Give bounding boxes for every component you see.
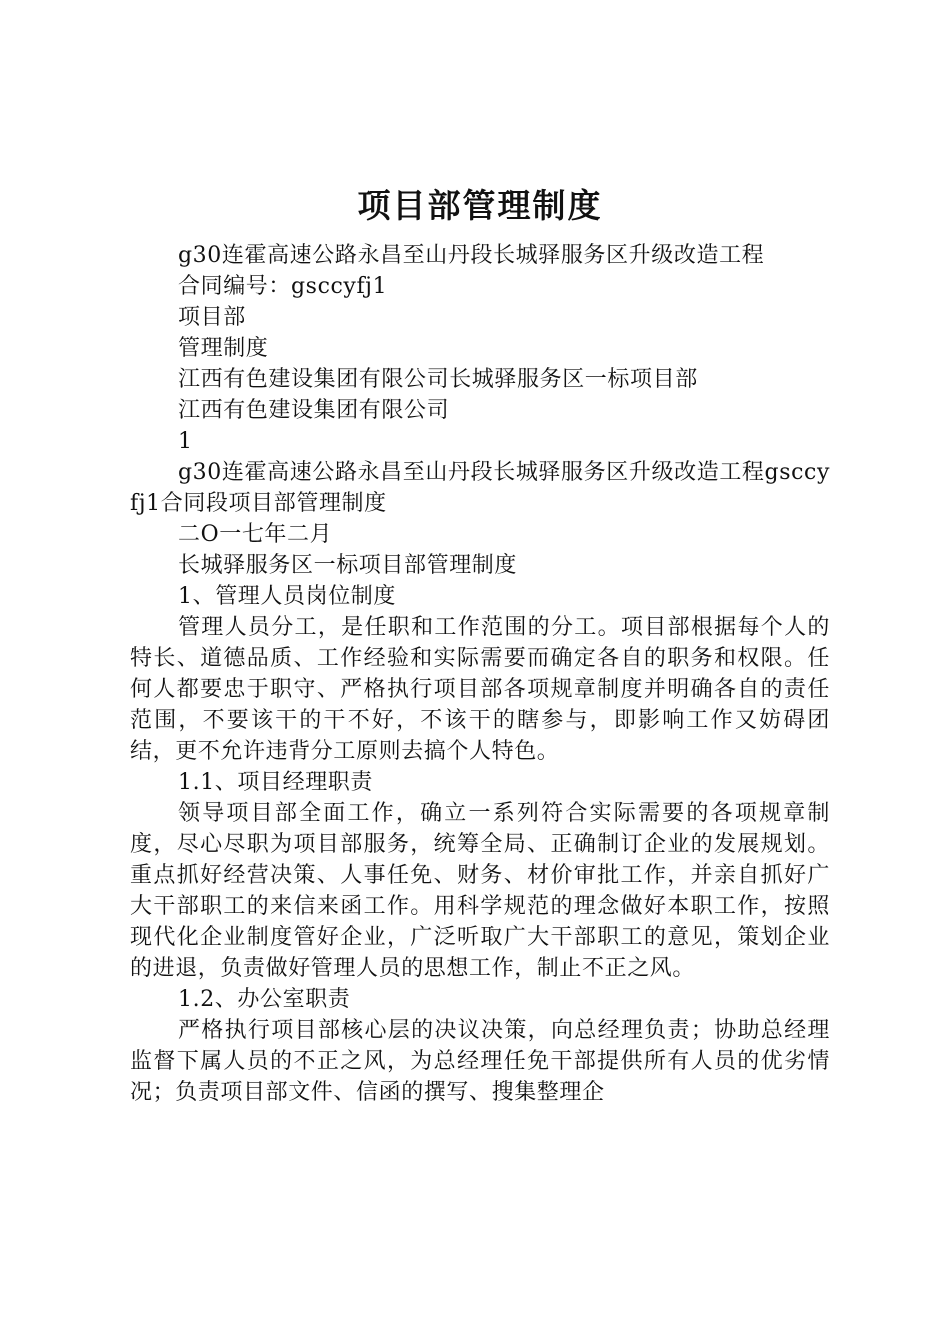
full-project-title: g30连霍高速公路永昌至山丹段长城驿服务区升级改造工程gsccyfj1合同段项目部管理制度 (130, 460, 830, 516)
cover-line-project-dept: 项目部 (178, 305, 246, 330)
section-heading-main: 长城驿服务区一标项目部管理制度 (178, 553, 518, 578)
section-heading-1-1: 1.1、项目经理职责 (178, 770, 373, 795)
document-date: 二O一七年二月 (178, 522, 333, 547)
body-paragraph-1: 管理人员分工，是任职和工作范围的分工。项目部根据每个人的特长、道德品质、工作经验和实际需要而确定各自的职务和权限。任何人都要忠于职守、严格执行项目部各项规章制度并明确各自的责任范围，不要该干的干不好，不该干的瞎参与，即影响工作又妨碍团结，更不允许违背分工原则去搞个人特色。 (130, 615, 830, 764)
contract-number-line: 合同编号：gsccyfj1 (178, 274, 388, 299)
cover-line-management-system: 管理制度 (178, 336, 269, 361)
section-heading-1: 1、管理人员岗位制度 (178, 584, 396, 609)
page-number: 1 (178, 429, 193, 454)
cover-line-company-name: 江西有色建设集团有限公司 (178, 398, 450, 423)
body-paragraph-2: 领导项目部全面工作，确立一系列符合实际需要的各项规章制度，尽心尽职为项目部服务，统筹全局、正确制订企业的发展规划。重点抓好经营决策、人事任免、财务、材价审批工作，并亲自抓好广大干部职工的来信来函工作。用科学规范的理念做好本职工作，按照现代化企业制度管好企业，广泛听取广大干部职工的意见，策划企业的进退，负责做好管理人员的思想工作，制止不正之风。 (130, 801, 830, 981)
document-page (130, 180, 830, 1108)
project-name-line: g30连霍高速公路永昌至山丹段长城驿服务区升级改造工程 (178, 243, 765, 268)
document-title: 项目部管理制度 (357, 186, 603, 225)
body-paragraph-3: 严格执行项目部核心层的决议决策，向总经理负责；协助总经理监督下属人员的不正之风，为总经理任免干部提供所有人员的优劣情况；负责项目部文件、信函的撰写、搜集整理企 (130, 1018, 830, 1105)
section-heading-1-2: 1.2、办公室职责 (178, 987, 351, 1012)
cover-line-department-name: 江西有色建设集团有限公司长城驿服务区一标项目部 (178, 367, 698, 392)
